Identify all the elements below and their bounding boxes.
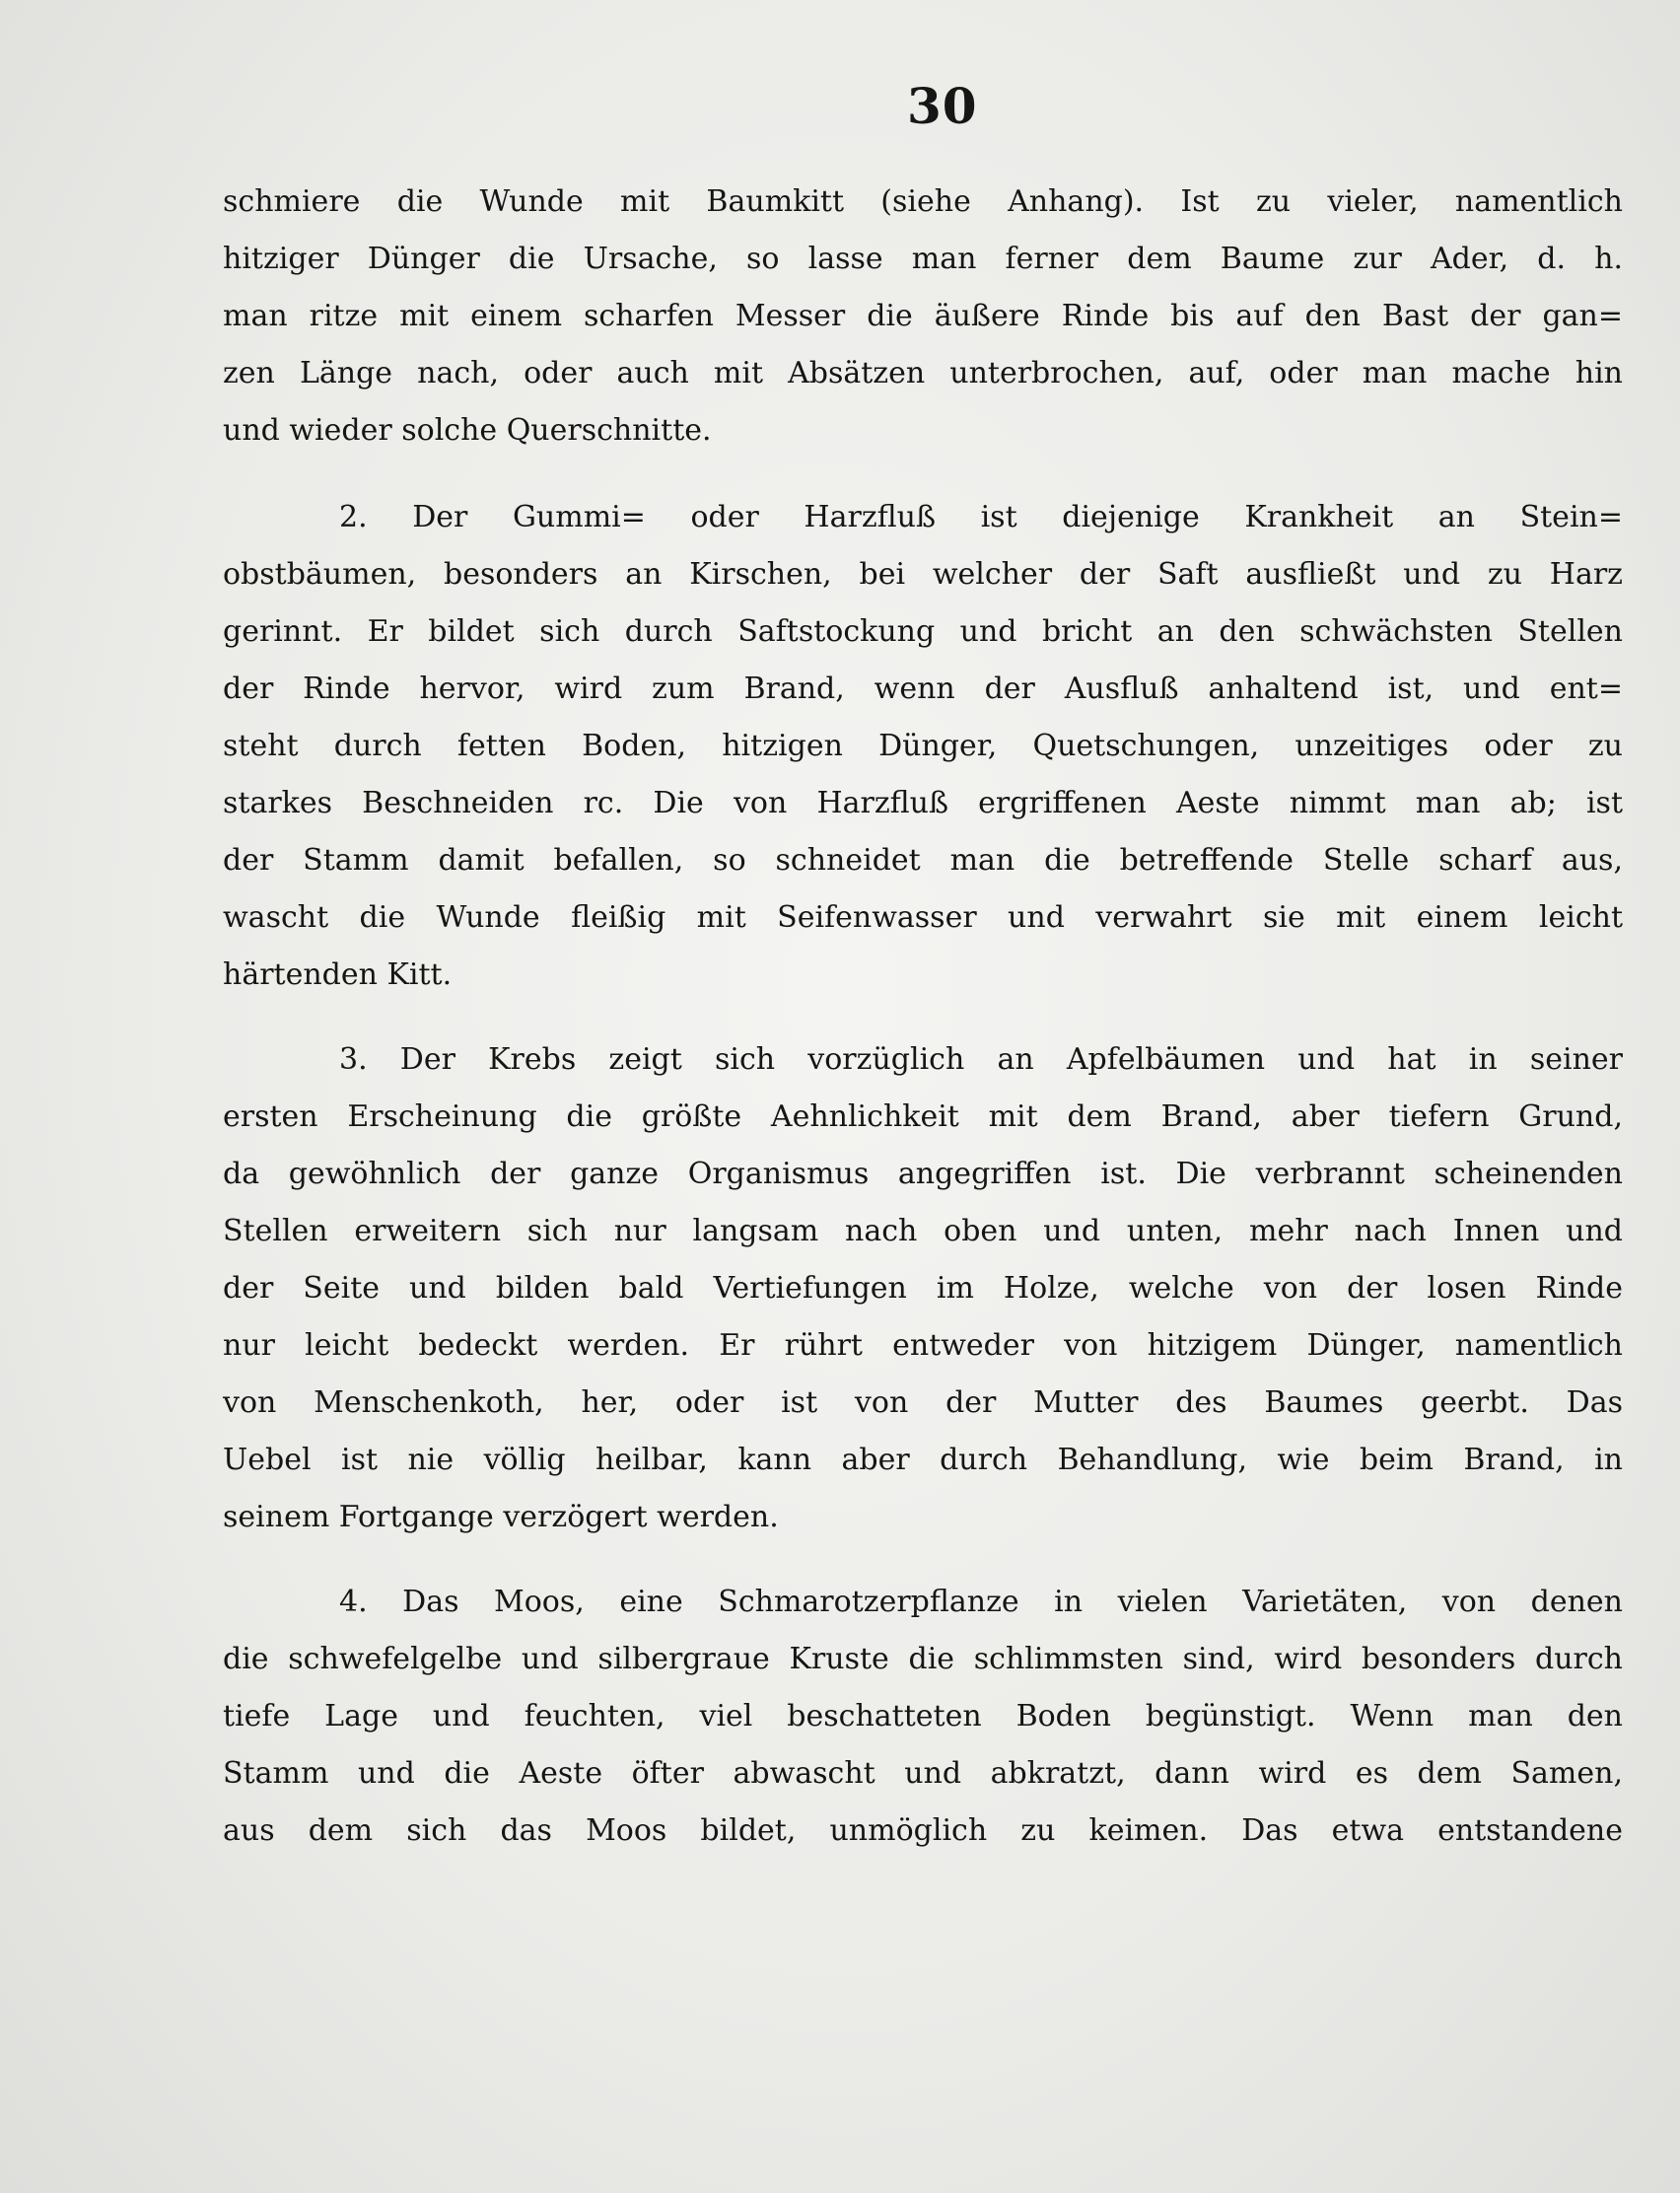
text-line: starkes Beschneiden rc. Die von Harzfluß ergriffenen Aeste nimmt man ab; ist xyxy=(223,786,1623,820)
text-line: Stellen erweitern sich nur langsam nach oben und unten, mehr nach Innen und xyxy=(223,1214,1623,1248)
text-line: tiefe Lage und feuchten, viel beschatteten Boden begünstigt. Wenn man den xyxy=(223,1699,1623,1733)
text-line: obstbäumen, besonders an Kirschen, bei welcher der Saft ausfließt und zu Harz xyxy=(223,557,1623,592)
paragraph-krebs xyxy=(223,1031,1623,1546)
text-line: man ritze mit einem scharfen Messer die äußere Rinde bis auf den Bast der gan= xyxy=(223,299,1623,333)
text-line: gerinnt. Er bildet sich durch Saftstockung und bricht an den schwächsten Stellen xyxy=(223,614,1623,649)
text-line: seinem Fortgange verzögert werden. xyxy=(223,1500,779,1534)
text-line: zen Länge nach, oder auch mit Absätzen unterbrochen, auf, oder man mache hin xyxy=(223,356,1623,390)
text-line: ersten Erscheinung die größte Aehnlichkeit mit dem Brand, aber tiefern Grund, xyxy=(223,1099,1623,1134)
text-line: Stamm und die Aeste öfter abwascht und abkratzt, dann wird es dem Samen, xyxy=(223,1756,1623,1791)
text-line: 4. Das Moos, eine Schmarotzerpflanze in vielen Varietäten, von denen xyxy=(339,1585,1623,1619)
paragraph-gummifluss xyxy=(223,489,1623,1004)
text-line: Uebel ist nie völlig heilbar, kann aber durch Behandlung, wie beim Brand, in xyxy=(223,1443,1623,1477)
text-line: von Menschenkoth, her, oder ist von der Mutter des Baumes geerbt. Das xyxy=(223,1385,1623,1420)
text-line: der Stamm damit befallen, so schneidet man die betreffende Stelle scharf aus, xyxy=(223,843,1623,878)
page-number: 30 xyxy=(907,77,978,135)
text-line: und wieder solche Querschnitte. xyxy=(223,413,712,448)
text-line: die schwefelgelbe und silbergraue Kruste die schlimmsten sind, wird besonders durch xyxy=(223,1642,1623,1676)
text-line: aus dem sich das Moos bildet, unmöglich zu keimen. Das etwa entstandene xyxy=(223,1813,1623,1848)
text-line: härtenden Kitt. xyxy=(223,957,453,992)
text-line: wascht die Wunde fleißig mit Seifenwasser und verwahrt sie mit einem leicht xyxy=(223,900,1623,935)
paragraph-moos xyxy=(223,1574,1623,1860)
text-line: schmiere die Wunde mit Baumkitt (siehe Anhang). Ist zu vieler, namentlich xyxy=(223,184,1623,219)
text-line: nur leicht bedeckt werden. Er rührt entweder von hitzigem Dünger, namentlich xyxy=(223,1328,1623,1363)
text-line: der Seite und bilden bald Vertiefungen im Holze, welche von der losen Rinde xyxy=(223,1271,1623,1306)
text-line: da gewöhnlich der ganze Organismus angegriffen ist. Die verbrannt scheinenden xyxy=(223,1157,1623,1191)
text-line: der Rinde hervor, wird zum Brand, wenn der Ausfluß anhaltend ist, und ent= xyxy=(223,672,1623,706)
paragraph-continuation xyxy=(223,174,1623,460)
text-line: 2. Der Gummi= oder Harzfluß ist diejenige Krankheit an Stein= xyxy=(339,500,1623,534)
text-line: hitziger Dünger die Ursache, so lasse man ferner dem Baume zur Ader, d. h. xyxy=(223,242,1623,276)
text-line: steht durch fetten Boden, hitzigen Dünger, Quetschungen, unzeitiges oder zu xyxy=(223,729,1623,763)
text-line: 3. Der Krebs zeigt sich vorzüglich an Apfelbäumen und hat in seiner xyxy=(339,1042,1623,1077)
